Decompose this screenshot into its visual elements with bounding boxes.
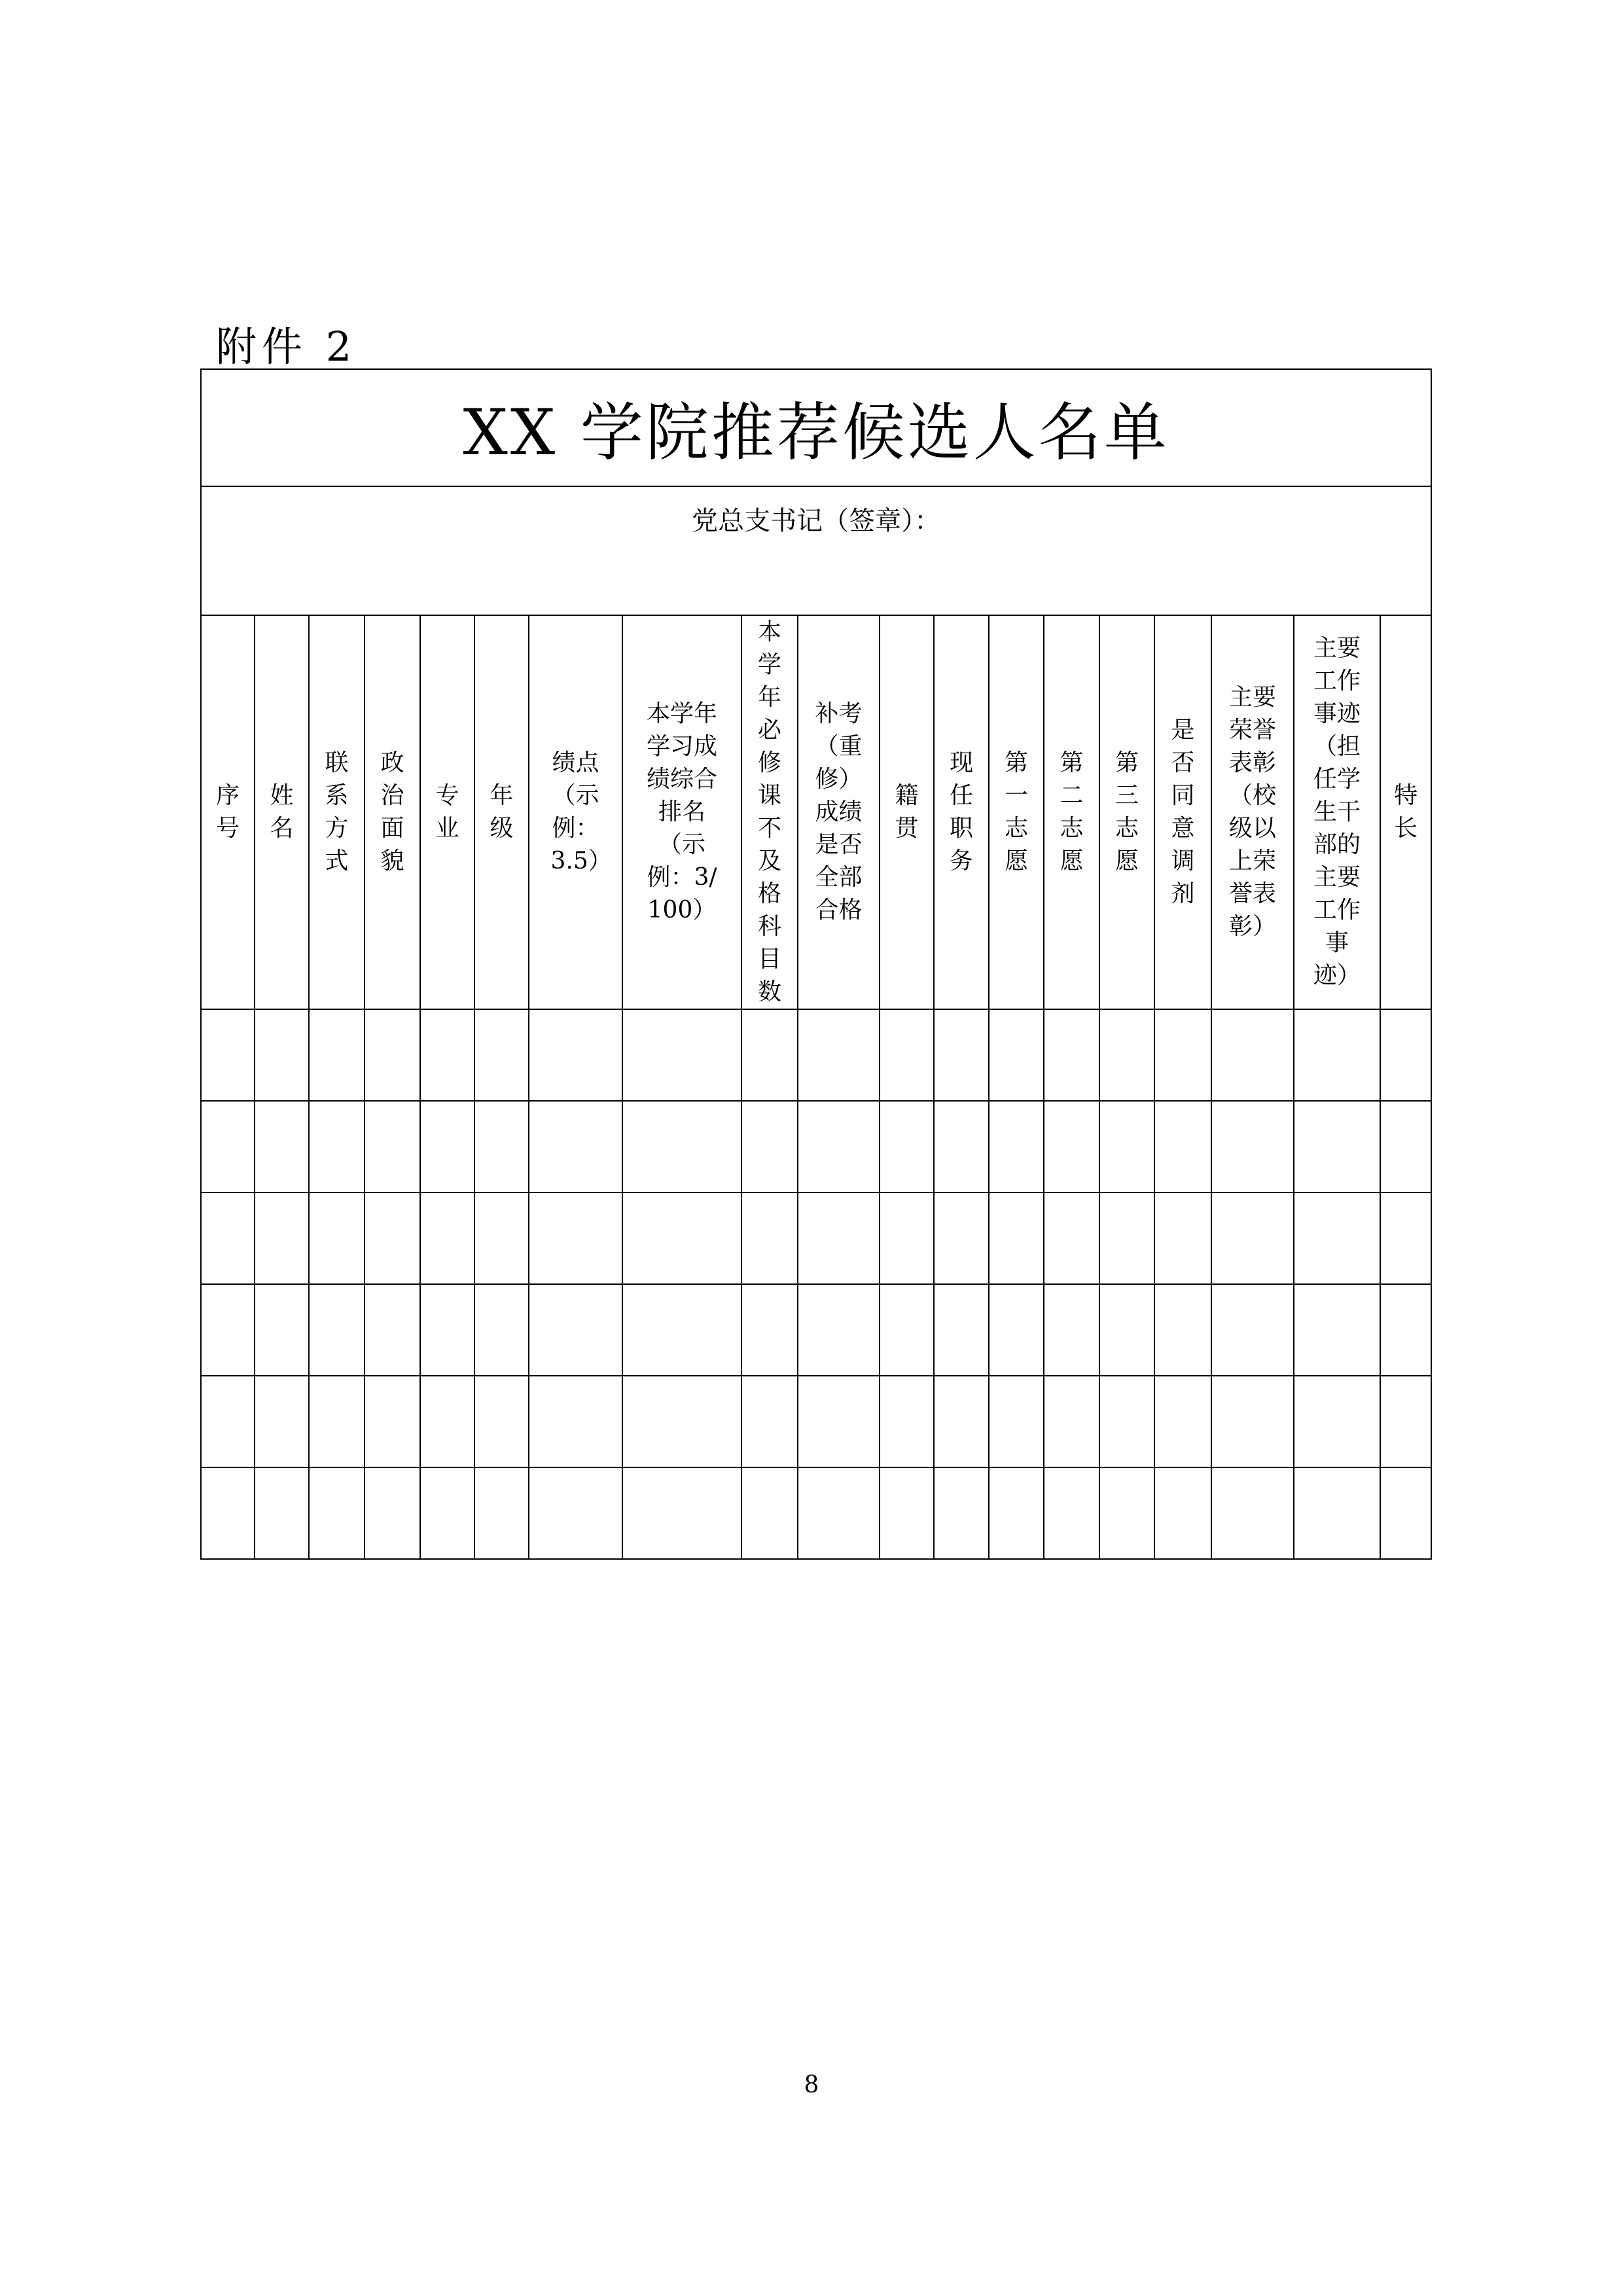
- table-cell[interactable]: [880, 1193, 934, 1284]
- table-cell[interactable]: [255, 1193, 309, 1284]
- column-header: 联系方式: [309, 615, 365, 1009]
- table-cell[interactable]: [529, 1467, 622, 1559]
- table-row: [201, 1193, 1431, 1284]
- table-cell[interactable]: [1154, 1376, 1211, 1467]
- table-cell[interactable]: [622, 1193, 741, 1284]
- table-cell[interactable]: [529, 1193, 622, 1284]
- table-cell[interactable]: [1154, 1467, 1211, 1559]
- table-row: [201, 1009, 1431, 1101]
- table-cell[interactable]: [880, 1009, 934, 1101]
- table-cell[interactable]: [934, 1193, 989, 1284]
- table-cell[interactable]: [529, 1101, 622, 1193]
- table-cell[interactable]: [1044, 1467, 1099, 1559]
- table-cell[interactable]: [741, 1376, 798, 1467]
- table-cell[interactable]: [934, 1284, 989, 1376]
- table-cell[interactable]: [989, 1101, 1044, 1193]
- table-cell[interactable]: [798, 1193, 880, 1284]
- table-cell[interactable]: [420, 1284, 474, 1376]
- table-cell[interactable]: [934, 1101, 989, 1193]
- table-cell[interactable]: [1380, 1193, 1431, 1284]
- column-header: 特长: [1380, 615, 1431, 1009]
- table-row: [201, 1284, 1431, 1376]
- table-cell[interactable]: [1044, 1193, 1099, 1284]
- table-cell[interactable]: [1211, 1284, 1294, 1376]
- table-cell[interactable]: [1380, 1009, 1431, 1101]
- column-header: 第一志愿: [989, 615, 1044, 1009]
- table-cell[interactable]: [474, 1101, 529, 1193]
- column-header: 政治面貌: [365, 615, 420, 1009]
- table-cell[interactable]: [622, 1376, 741, 1467]
- column-header: 本学年学习成绩综合排名（示例：3/100）: [622, 615, 741, 1009]
- table-cell[interactable]: [529, 1009, 622, 1101]
- table-cell[interactable]: [1154, 1193, 1211, 1284]
- table-cell[interactable]: [309, 1009, 365, 1101]
- table-cell[interactable]: [1211, 1467, 1294, 1559]
- table-cell[interactable]: [529, 1376, 622, 1467]
- table-cell[interactable]: [201, 1376, 255, 1467]
- table-cell[interactable]: [201, 1284, 255, 1376]
- table-cell[interactable]: [309, 1284, 365, 1376]
- table-cell[interactable]: [365, 1284, 420, 1376]
- table-cell[interactable]: [622, 1101, 741, 1193]
- table-cell[interactable]: [1044, 1009, 1099, 1101]
- table-cell[interactable]: [989, 1376, 1044, 1467]
- table-cell[interactable]: [1211, 1193, 1294, 1284]
- table-cell[interactable]: [934, 1009, 989, 1101]
- table-header-row: [201, 615, 1431, 1009]
- table-cell[interactable]: [1294, 1284, 1380, 1376]
- table-cell[interactable]: [201, 1193, 255, 1284]
- table-cell[interactable]: [1099, 1009, 1154, 1101]
- column-header: 第三志愿: [1099, 615, 1154, 1009]
- column-header: 主要荣誉表彰（校级以上荣誉表彰）: [1211, 615, 1294, 1009]
- column-header: 主要工作事迹（担任学生干部的主要工作事迹）: [1294, 615, 1380, 1009]
- table-cell[interactable]: [1154, 1284, 1211, 1376]
- table-cell[interactable]: [989, 1009, 1044, 1101]
- table-cell[interactable]: [1294, 1376, 1380, 1467]
- table-cell[interactable]: [1154, 1009, 1211, 1101]
- table-cell[interactable]: [880, 1376, 934, 1467]
- document-title: XX 学院推荐候选人名单: [201, 369, 1431, 486]
- table-cell[interactable]: [1380, 1376, 1431, 1467]
- table-cell[interactable]: [798, 1467, 880, 1559]
- table-cell[interactable]: [880, 1101, 934, 1193]
- table-cell[interactable]: [474, 1467, 529, 1559]
- table-cell[interactable]: [201, 1467, 255, 1559]
- table-cell[interactable]: [420, 1467, 474, 1559]
- table-cell[interactable]: [1099, 1284, 1154, 1376]
- table-cell[interactable]: [798, 1376, 880, 1467]
- table-cell[interactable]: [420, 1376, 474, 1467]
- column-header: 绩点（示例：3.5）: [529, 615, 622, 1009]
- table-cell[interactable]: [1294, 1101, 1380, 1193]
- table-cell[interactable]: [201, 1101, 255, 1193]
- table-cell[interactable]: [1211, 1101, 1294, 1193]
- table-cell[interactable]: [1380, 1467, 1431, 1559]
- column-header: 年级: [474, 615, 529, 1009]
- table-cell[interactable]: [880, 1284, 934, 1376]
- table-cell[interactable]: [1211, 1376, 1294, 1467]
- table-cell[interactable]: [255, 1376, 309, 1467]
- table-cell[interactable]: [798, 1009, 880, 1101]
- table-row: [201, 1101, 1431, 1193]
- table-cell[interactable]: [989, 1193, 1044, 1284]
- table-cell[interactable]: [622, 1467, 741, 1559]
- table-cell[interactable]: [474, 1284, 529, 1376]
- table-cell[interactable]: [741, 1193, 798, 1284]
- signature-line: 党总支书记（签章）：: [201, 486, 1431, 615]
- column-header: 补考（重修）成绩是否全部合格: [798, 615, 880, 1009]
- table-cell[interactable]: [420, 1193, 474, 1284]
- table-cell[interactable]: [309, 1101, 365, 1193]
- table-cell[interactable]: [1380, 1101, 1431, 1193]
- table-cell[interactable]: [420, 1101, 474, 1193]
- table-cell[interactable]: [1211, 1009, 1294, 1101]
- table-cell[interactable]: [365, 1009, 420, 1101]
- table-cell[interactable]: [1380, 1284, 1431, 1376]
- table-cell[interactable]: [420, 1009, 474, 1101]
- table-cell[interactable]: [1294, 1467, 1380, 1559]
- table-cell[interactable]: [741, 1284, 798, 1376]
- table-cell[interactable]: [989, 1467, 1044, 1559]
- column-header: 本学年必修课不及格科目数: [741, 615, 798, 1009]
- column-header: 籍贯: [880, 615, 934, 1009]
- table-cell[interactable]: [529, 1284, 622, 1376]
- table-cell[interactable]: [1044, 1376, 1099, 1467]
- table-cell[interactable]: [934, 1376, 989, 1467]
- table-cell[interactable]: [474, 1009, 529, 1101]
- table-cell[interactable]: [255, 1284, 309, 1376]
- table-row: [201, 1376, 1431, 1467]
- attachment-label: 附件 2: [216, 323, 357, 370]
- column-header: 专业: [420, 615, 474, 1009]
- table-cell[interactable]: [255, 1467, 309, 1559]
- column-header: 第二志愿: [1044, 615, 1099, 1009]
- column-header: 现任职务: [934, 615, 989, 1009]
- column-header: 姓名: [255, 615, 309, 1009]
- table-cell[interactable]: [741, 1467, 798, 1559]
- table-cell[interactable]: [255, 1009, 309, 1101]
- table-cell[interactable]: [741, 1101, 798, 1193]
- table-row: [201, 1467, 1431, 1559]
- table-cell[interactable]: [1044, 1101, 1099, 1193]
- table-cell[interactable]: [1154, 1101, 1211, 1193]
- table-cell[interactable]: [1044, 1284, 1099, 1376]
- table-cell[interactable]: [255, 1101, 309, 1193]
- table-cell[interactable]: [365, 1193, 420, 1284]
- page-number: 8: [804, 2072, 819, 2098]
- table-cell[interactable]: [309, 1376, 365, 1467]
- table-cell[interactable]: [798, 1101, 880, 1193]
- table-cell[interactable]: [1099, 1193, 1154, 1284]
- table-cell[interactable]: [474, 1193, 529, 1284]
- table-cell[interactable]: [474, 1376, 529, 1467]
- candidate-list-table: [200, 368, 1432, 1560]
- column-header: 序号: [201, 615, 255, 1009]
- table-cell[interactable]: [1294, 1009, 1380, 1101]
- column-header: 是否同意调剂: [1154, 615, 1211, 1009]
- table-body: [201, 1009, 1431, 1559]
- table-cell[interactable]: [934, 1467, 989, 1559]
- table-cell[interactable]: [798, 1284, 880, 1376]
- table-cell[interactable]: [1099, 1376, 1154, 1467]
- table-cell[interactable]: [1294, 1193, 1380, 1284]
- table-cell[interactable]: [365, 1101, 420, 1193]
- table-cell[interactable]: [622, 1009, 741, 1101]
- table-cell[interactable]: [1099, 1101, 1154, 1193]
- table-cell[interactable]: [365, 1467, 420, 1559]
- table-cell[interactable]: [309, 1467, 365, 1559]
- table-cell[interactable]: [365, 1376, 420, 1467]
- table-cell[interactable]: [201, 1009, 255, 1101]
- table-cell[interactable]: [989, 1284, 1044, 1376]
- table-cell[interactable]: [309, 1193, 365, 1284]
- table-cell[interactable]: [741, 1009, 798, 1101]
- table-cell[interactable]: [622, 1284, 741, 1376]
- table-cell[interactable]: [1099, 1467, 1154, 1559]
- table-cell[interactable]: [880, 1467, 934, 1559]
